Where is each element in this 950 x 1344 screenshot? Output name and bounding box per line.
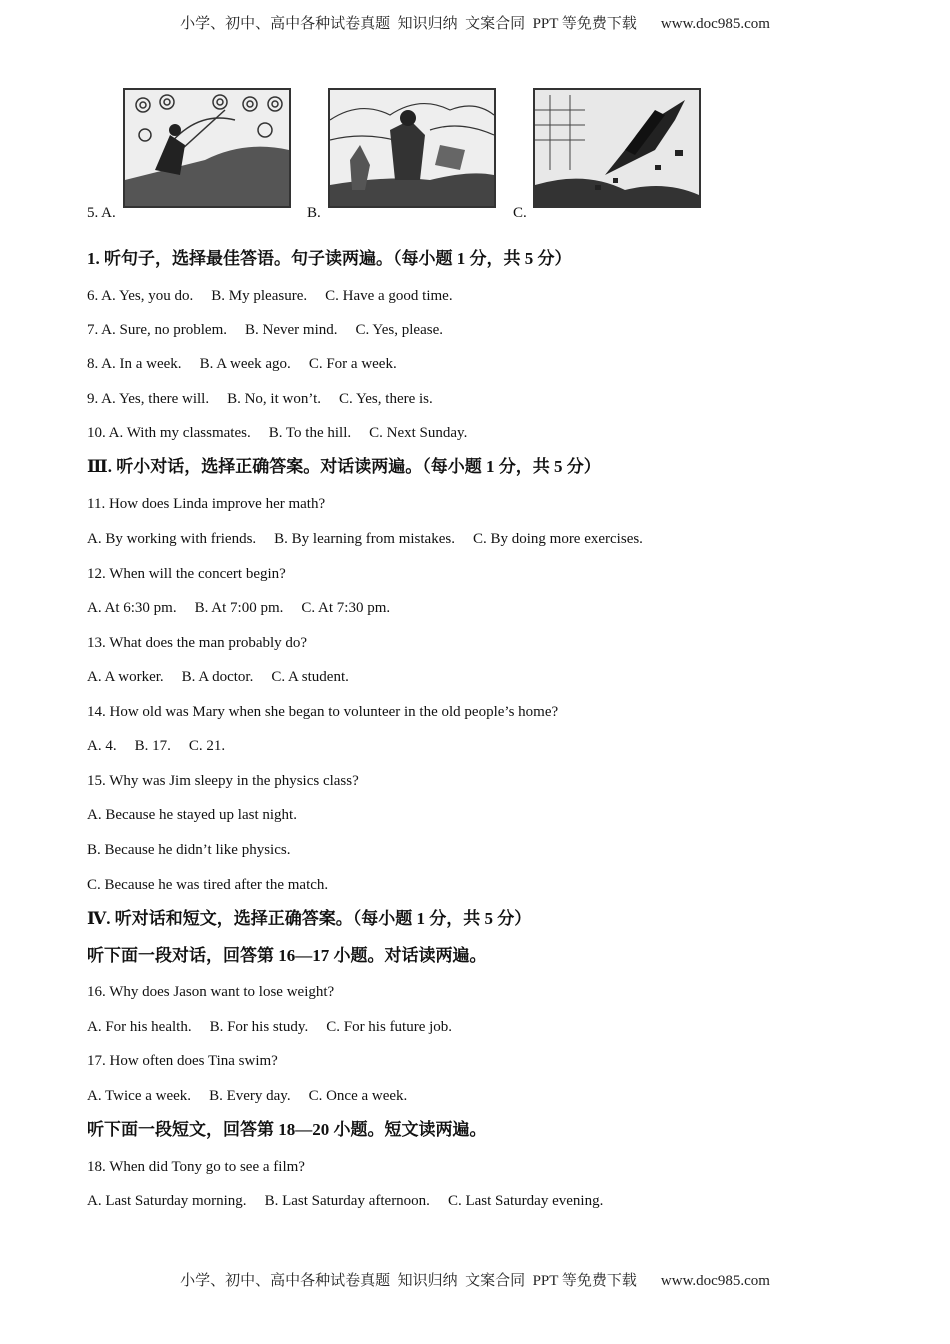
question-9-option-b: B. No, it won’t. — [227, 391, 321, 407]
question-18: 18. When did Tony go to see a film? — [87, 1159, 305, 1175]
picture-c-flying-figure — [533, 88, 701, 208]
question-18-option-c: C. Last Saturday evening. — [447, 1193, 604, 1209]
question-11-option-a: A. By working with friends. — [87, 531, 257, 547]
question-9-option-c: C. Yes, there is. — [339, 391, 433, 407]
question-7-option-b: B. Never mind. — [245, 322, 338, 338]
page-header — [0, 12, 950, 33]
question-8-option-b: B. A week ago. — [199, 356, 291, 372]
question-17: 17. How often does Tina swim? — [87, 1053, 278, 1069]
question-12-options — [87, 598, 390, 618]
question-15-option-b: B. Because he didn’t like physics. — [87, 842, 291, 858]
question-17-option-c: C. Once a week. — [308, 1088, 408, 1104]
picture-b-mountain-figures — [328, 88, 496, 208]
question-9 — [87, 389, 433, 409]
page-footer — [0, 1269, 950, 1290]
question-15-option-a: A. Because he stayed up last night. — [87, 807, 297, 823]
question-11: 11. How does Linda improve her math? — [87, 496, 326, 512]
section-4-subtitle-dialogue: 听下面一段对话，回答第 16—17 小题。对话读两遍。 — [87, 946, 487, 965]
question-8-option-c: C. For a week. — [308, 356, 397, 372]
question-18-option-a: A. Last Saturday morning. — [87, 1193, 247, 1209]
footer-url: www.doc985.com — [660, 1273, 770, 1289]
question-15-option-c: C. Because he was tired after the match. — [87, 877, 329, 893]
question-8 — [87, 354, 397, 374]
question-16-option-c: C. For his future job. — [326, 1019, 453, 1035]
question-18-options — [87, 1191, 603, 1211]
question-17-options — [87, 1086, 407, 1106]
question-12-option-c: C. At 7:30 pm. — [301, 600, 391, 616]
question-14-option-c: C. 21. — [188, 738, 226, 754]
question-5-option-b: B. — [307, 205, 321, 221]
question-16-option-b: B. For his study. — [209, 1019, 309, 1035]
question-11-option-c: C. By doing more exercises. — [472, 531, 643, 547]
question-16-option-a: A. For his health. — [87, 1019, 192, 1035]
question-18-option-b: B. Last Saturday afternoon. — [264, 1193, 430, 1209]
question-14-options — [87, 736, 225, 756]
question-14-option-a: A. 4. — [87, 738, 117, 754]
question-12: 12. When will the concert begin? — [87, 566, 286, 582]
question-12-option-b: B. At 7:00 pm. — [194, 600, 284, 616]
question-10-option-a: 10. A. With my classmates. — [87, 425, 251, 441]
question-6-option-a: 6. A. Yes, you do. — [87, 288, 194, 304]
footer-text: 小学、初中、高中各种试卷真题 知识归纳 文案合同 PPT 等免费下载 — [180, 1273, 637, 1289]
question-17-option-b: B. Every day. — [209, 1088, 291, 1104]
question-10-option-c: C. Next Sunday. — [369, 425, 468, 441]
question-7-option-c: C. Yes, please. — [355, 322, 443, 338]
question-7 — [87, 320, 443, 340]
question-11-option-b: B. By learning from mistakes. — [274, 531, 455, 547]
question-6-option-c: C. Have a good time. — [325, 288, 453, 304]
question-16: 16. Why does Jason want to lose weight? — [87, 984, 335, 1000]
question-14: 14. How old was Mary when she began to volunteer in the old people’s home? — [87, 704, 559, 720]
question-10 — [87, 423, 467, 443]
section-4-subtitle-passage: 听下面一段短文，回答第 18—20 小题。短文读两遍。 — [87, 1120, 487, 1139]
question-15: 15. Why was Jim sleepy in the physics class? — [87, 773, 359, 789]
question-6-option-b: B. My pleasure. — [211, 288, 308, 304]
question-13-option-b: B. A doctor. — [181, 669, 254, 685]
section-4-title: Ⅳ. 听对话和短文，选择正确答案。（每小题 1 分，共 5 分） — [87, 909, 532, 928]
question-13-option-c: C. A student. — [271, 669, 349, 685]
question-8-option-a: 8. A. In a week. — [87, 356, 182, 372]
picture-a-archer — [123, 88, 291, 208]
question-7-option-a: 7. A. Sure, no problem. — [87, 322, 227, 338]
question-13-options — [87, 667, 349, 687]
question-5-option-a: 5. A. — [87, 205, 116, 221]
section-3-title: Ⅲ. 听小对话，选择正确答案。对话读两遍。（每小题 1 分，共 5 分） — [87, 457, 601, 476]
section-1-title: 1. 听句子，选择最佳答语。句子读两遍。（每小题 1 分，共 5 分） — [87, 249, 572, 268]
question-16-options — [87, 1017, 452, 1037]
question-13: 13. What does the man probably do? — [87, 635, 308, 651]
question-9-option-a: 9. A. Yes, there will. — [87, 391, 210, 407]
header-url: www.doc985.com — [660, 16, 770, 32]
question-10-option-b: B. To the hill. — [268, 425, 352, 441]
question-6 — [87, 286, 453, 306]
question-5-option-c: C. — [513, 205, 527, 221]
question-11-options — [87, 529, 643, 549]
question-14-option-b: B. 17. — [134, 738, 171, 754]
question-12-option-a: A. At 6:30 pm. — [87, 600, 177, 616]
header-text: 小学、初中、高中各种试卷真题 知识归纳 文案合同 PPT 等免费下载 — [180, 16, 637, 32]
question-13-option-a: A. A worker. — [87, 669, 164, 685]
question-17-option-a: A. Twice a week. — [87, 1088, 192, 1104]
